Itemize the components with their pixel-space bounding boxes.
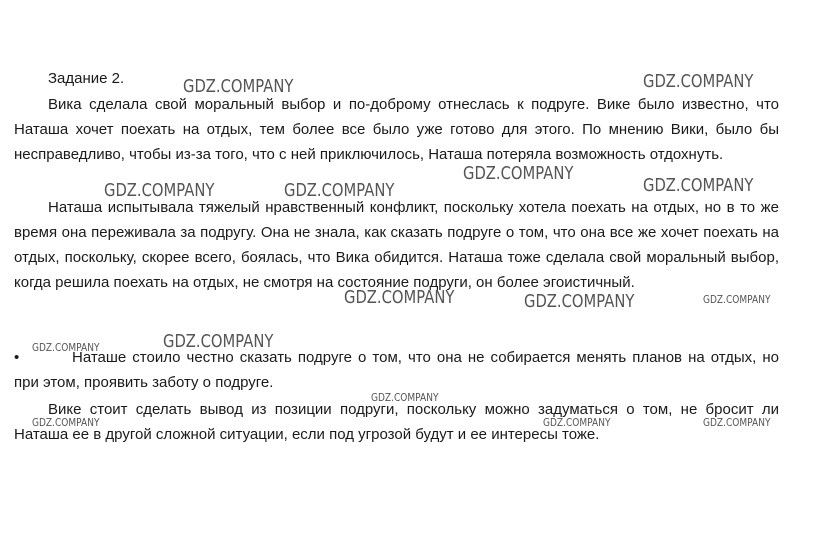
bullet-icon: • bbox=[14, 349, 20, 366]
watermark: GDZ.COMPANY bbox=[284, 180, 395, 201]
paragraph-4: Вике стоит сделать вывод из позиции подруги, поскольку можно задуматься о том, не бросит ли Наташа ее в другой сложной ситуации, если под угрозой будут и ее интересы тоже. bbox=[14, 401, 779, 443]
watermark: GDZ.COMPANY bbox=[543, 416, 611, 429]
watermark: GDZ.COMPANY bbox=[703, 416, 771, 429]
watermark: GDZ.COMPANY bbox=[344, 287, 455, 308]
watermark: GDZ.COMPANY bbox=[524, 291, 635, 312]
watermark: GDZ.COMPANY bbox=[104, 180, 215, 201]
watermark: GDZ.COMPANY bbox=[643, 71, 754, 92]
task-title: Задание 2. bbox=[48, 70, 125, 87]
watermark: GDZ.COMPANY bbox=[183, 76, 294, 97]
paragraph-1: Вика сделала свой моральный выбор и по-доброму отнеслась к подруге. Вике было известно, что Наташа хочет поехать на отдых, тем более все было уже готово для этого. По мнению Вики, было бы несправедливо, чтобы из-за того, что с ней приключилось, Наташа потеряла возможность отдохнуть. bbox=[14, 96, 779, 163]
watermark: GDZ.COMPANY bbox=[703, 293, 771, 306]
watermark: GDZ.COMPANY bbox=[32, 416, 100, 429]
watermark: GDZ.COMPANY bbox=[463, 163, 574, 184]
watermark: GDZ.COMPANY bbox=[643, 175, 754, 196]
watermark: GDZ.COMPANY bbox=[32, 341, 100, 354]
watermark: GDZ.COMPANY bbox=[371, 391, 439, 404]
paragraph-3: Наташе стоило честно сказать подруге о том, что она не собирается менять планов на отдых, но при этом, проявить заботу о подруге. bbox=[14, 349, 779, 391]
watermark: GDZ.COMPANY bbox=[163, 331, 274, 352]
paragraph-2: Наташа испытывала тяжелый нравственный конфликт, поскольку хотела поехать на отдых, но в то же время она переживала за подругу. Она не знала, как сказать подруге о том, что она все же хочет поехать на отдых, поскольку, скорее всего, боялась, что Вика обидится. Наташа тоже сделала свой моральный выбор, когда решила поехать на отдых, не смотря на состояние подруги, он более эгоистичный. bbox=[14, 199, 779, 291]
